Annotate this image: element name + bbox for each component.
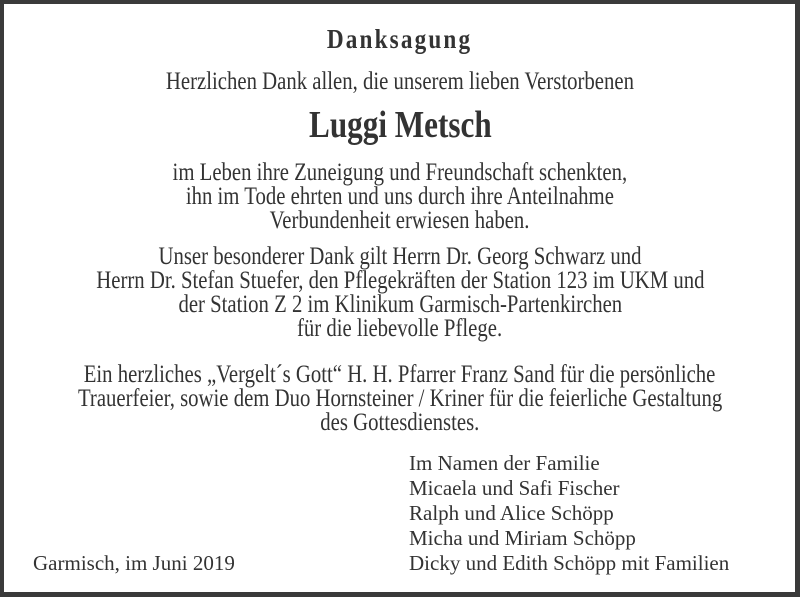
- paragraph-2-line-3: der Station Z 2 im Klinikum Garmisch-Partenkirchen: [178, 291, 622, 318]
- paragraph-2-line: [0, 292, 800, 317]
- paragraph-1-line: [0, 160, 800, 185]
- paragraph-1-line: [0, 184, 800, 209]
- deceased-name: [0, 106, 800, 144]
- paragraph-1-line-3: Verbundenheit erwiesen haben.: [270, 207, 530, 234]
- paragraph-3-line-3: des Gottesdienstes.: [320, 409, 480, 436]
- paragraph-2-line: [0, 268, 800, 293]
- heading: [0, 26, 800, 53]
- paragraph-3-line: [0, 410, 800, 435]
- paragraph-1-line-2: ihn im Tode ehrten und uns durch ihre Anteilnahme: [185, 183, 615, 210]
- deceased-name-text: Luggi Metsch: [308, 104, 492, 146]
- heading-text: Danksagung: [327, 24, 473, 54]
- paragraph-3-line: [0, 386, 800, 411]
- signature-line: Ralph und Alice Schöpp: [409, 501, 614, 525]
- paragraph-3-line-1: Ein herzliches „Vergelt´s Gott“ H. H. Pfarrer Franz Sand für die persönliche: [84, 361, 716, 388]
- paragraph-2-line: [0, 244, 800, 269]
- paragraph-3-line: [0, 362, 800, 387]
- paragraph-2-line-2: Herrn Dr. Stefan Stuefer, den Pflegekräften der Station 123 im UKM und: [95, 267, 705, 294]
- signature-line: Micaela und Safi Fischer: [409, 476, 620, 500]
- intro-line: [0, 69, 800, 94]
- paragraph-2-line-1: Unser besonderer Dank gilt Herrn Dr. Georg Schwarz und: [158, 243, 642, 270]
- signature-line: Micha und Miriam Schöpp: [409, 526, 636, 550]
- intro-text: Herzlichen Dank allen, die unserem lieben Verstorbenen: [165, 68, 635, 95]
- signature-line: Im Namen der Familie: [409, 451, 600, 475]
- place-date: Garmisch, im Juni 2019: [33, 551, 235, 575]
- signature-line: Dicky und Edith Schöpp mit Familien: [409, 551, 730, 575]
- paragraph-2-line: [0, 316, 800, 341]
- paragraph-3-line-2: Trauerfeier, sowie dem Duo Hornsteiner / Kriner für die feierliche Gestaltung: [77, 385, 723, 412]
- paragraph-1-line-1: im Leben ihre Zuneigung und Freundschaft schenkten,: [172, 159, 628, 186]
- paragraph-1-line: [0, 208, 800, 233]
- paragraph-2-line-4: für die liebevolle Pflege.: [297, 315, 503, 342]
